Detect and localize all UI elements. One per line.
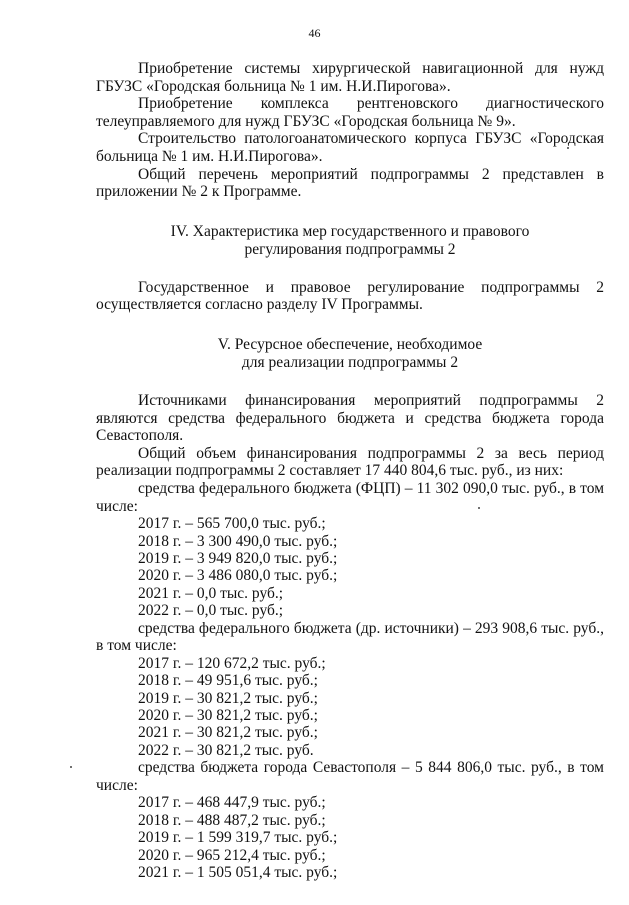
fcp-year-item: 2019 г. – 3 949 820,0 тыс. руб.; bbox=[138, 549, 338, 567]
intro-paragraph-4: Общий перечень мероприятий подпрограммы 2 представлен в приложении № 2 к Программе. bbox=[96, 165, 604, 201]
fcp-years-list bbox=[96, 515, 604, 619]
financing-sources-paragraph: Источниками финансирования мероприятий подпрограммы 2 являются средства федерального бюджета и средства бюджета города Севастополя. bbox=[96, 391, 604, 445]
other-sources-intro: средства федерального бюджета (др. источники) – 293 908,6 тыс. руб., в том числе: bbox=[96, 619, 604, 655]
section-4-heading-line-1: IV. Характеристика мер государственного и правового bbox=[170, 222, 530, 240]
other-year-item: 2022 г. – 30 821,2 тыс. руб. bbox=[138, 741, 314, 759]
city-year-item: 2017 г. – 468 447,9 тыс. руб.; bbox=[138, 794, 326, 812]
other-year-item: 2017 г. – 120 672,2 тыс. руб.; bbox=[138, 654, 326, 672]
scan-speck bbox=[567, 147, 569, 149]
other-year-item: 2019 г. – 30 821,2 тыс. руб.; bbox=[138, 689, 318, 707]
section-5-heading-line-2: для реализации подпрограммы 2 bbox=[241, 353, 459, 371]
intro-paragraph-1: Приобретение системы хирургической навигационной для нужд ГБУЗС «Городская больница № 1 им. Н.И.Пирогова». bbox=[96, 60, 604, 95]
other-year-item: 2018 г. – 49 951,6 тыс. руб.; bbox=[138, 672, 318, 690]
other-year-item: 2021 г. – 30 821,2 тыс. руб.; bbox=[138, 724, 318, 742]
other-years-list bbox=[96, 655, 604, 759]
city-budget-intro: средства бюджета города Севастополя – 5 844 806,0 тыс. руб., в том числе: bbox=[96, 759, 604, 794]
other-year-item: 2020 г. – 30 821,2 тыс. руб.; bbox=[138, 706, 318, 724]
section-4-text: Государственное и правовое регулирование подпрограммы 2 осуществляется согласно разделу IV Программы. bbox=[96, 278, 604, 314]
fcp-year-item: 2017 г. – 565 700,0 тыс. руб.; bbox=[138, 515, 326, 533]
total-financing-paragraph: Общий объем финансирования подпрограммы 2 за весь период реализации подпрограммы 2 составляет 17 440 804,6 тыс. руб., из них: bbox=[96, 444, 604, 480]
scan-speck bbox=[478, 507, 480, 509]
document-body bbox=[96, 60, 604, 881]
city-year-item: 2020 г. – 965 212,4 тыс. руб.; bbox=[138, 846, 326, 864]
city-year-item: 2019 г. – 1 599 319,7 тыс. руб.; bbox=[138, 829, 338, 847]
section-5-heading bbox=[96, 336, 604, 372]
intro-paragraph-2: Приобретение комплекса рентгеновского диагностического телеуправляемого для нужд ГБУЗС «Городская больница № 9». bbox=[96, 95, 604, 130]
fcp-year-item: 2018 г. – 3 300 490,0 тыс. руб.; bbox=[138, 532, 338, 550]
fcp-budget-intro: средства федерального бюджета (ФЦП) – 11 302 090,0 тыс. руб., в том числе: bbox=[96, 479, 604, 515]
section-5-heading-line-1: V. Ресурсное обеспечение, необходимое bbox=[217, 335, 483, 353]
page-number: 46 bbox=[308, 26, 321, 40]
intro-paragraph-3: Строительство патологоанатомического корпуса ГБУЗС «Городская больница № 1 им. Н.И.Пирогова». bbox=[96, 130, 604, 165]
fcp-year-item: 2021 г. – 0,0 тыс. руб.; bbox=[138, 584, 284, 602]
city-years-list bbox=[96, 794, 604, 881]
fcp-year-item: 2020 г. – 3 486 080,0 тыс. руб.; bbox=[138, 567, 338, 585]
city-year-item: 2021 г. – 1 505 051,4 тыс. руб.; bbox=[138, 863, 338, 881]
section-4-heading-line-2: регулирования подпрограммы 2 bbox=[244, 240, 456, 258]
fcp-year-item: 2022 г. – 0,0 тыс. руб.; bbox=[138, 602, 284, 620]
section-4-heading bbox=[96, 223, 604, 259]
scan-speck bbox=[70, 766, 72, 768]
city-year-item: 2018 г. – 488 487,2 тыс. руб.; bbox=[138, 811, 326, 829]
